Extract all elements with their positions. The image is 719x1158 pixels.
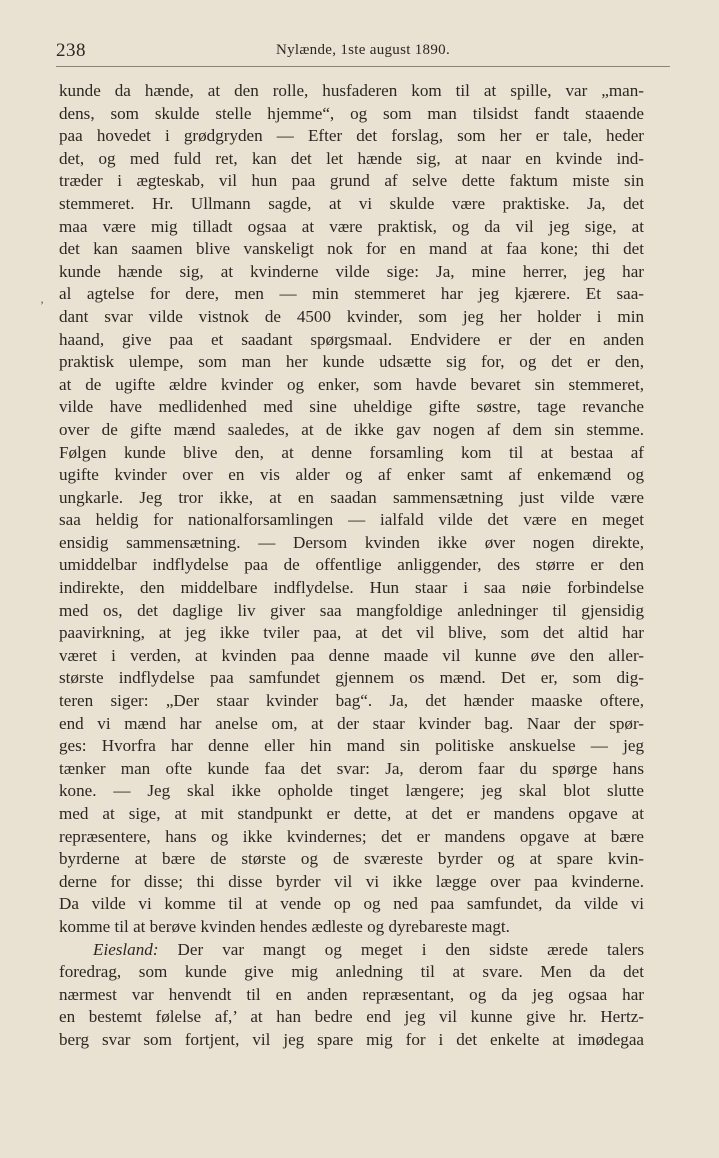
text-line: praktisk ulempe, som man her kunde udsætte sig for, og det er den, (59, 352, 644, 372)
page-number: 238 (56, 40, 86, 61)
text-line: stemmeret. Hr. Ullmann sagde, at vi skulde være praktiske. Ja, det (59, 193, 644, 213)
text-line: kone. — Jeg skal ikke opholde tinget længere; jeg skal blot slutte (59, 781, 644, 801)
text-line: saa heldig for nationalforsamlingen — ialfald vilde det være en meget (59, 510, 644, 530)
text-line: største indflydelse paa samfundet gjennem os mænd. Det er, som dig- (59, 668, 644, 688)
text-line: repræsentere, hans og ikke kvindernes; det er mandens opgave at bære (59, 826, 644, 846)
body-text (59, 80, 644, 1052)
text-line: paa hovedet i grødgryden — Efter det forslag, som her er tale, heder (59, 126, 644, 146)
text-line: indirekte, den middelbare indflydelse. Hun staar i saa nøie forbindelse (59, 578, 644, 598)
text-line: været i verden, at kvinden paa denne maade vil kunne øve den aller- (59, 645, 644, 665)
text-line: tænker man ofte kunde faa det svar: Ja, derom faar du spørge hans (59, 758, 644, 778)
text-line: al agtelse for dere, men — min stemmeret har jeg kjærere. Et saa- (59, 284, 644, 304)
text-line: komme til at berøve kvinden hendes ædleste og dyrebareste magt. (59, 916, 510, 936)
text-line: kunde hænde sig, at kvinderne vilde sige: Ja, mine herrer, jeg har (59, 261, 644, 281)
text-line: teren siger: „Der staar kvinder bag“. Ja, det hænder maaske oftere, (59, 691, 644, 711)
speaker-line-text: Der var mangt og meget i den sidste ærede talers (177, 939, 644, 959)
text-line: en bestemt følelse af,’ at han bedre end jeg vil kunne give hr. Hertz- (59, 1007, 644, 1027)
text-line: umiddelbar indflydelse paa de offentlige anliggender, des større er den (59, 555, 644, 575)
text-line: Da vilde vi komme til at vende op og ned paa samfundet, da vilde vi (59, 894, 644, 914)
running-head: Nylænde, 1ste august 1890. (275, 42, 451, 58)
text-line: derne for disse; thi disse byrder vil vi ikke lægge over paa kvinderne. (59, 871, 644, 891)
text-line: Følgen kunde blive den, at denne forsamling kom til at bestaa af (59, 442, 644, 462)
text-line: over de gifte mænd saaledes, at de ikke gav nogen af dem sin stemme. (59, 419, 644, 439)
text-line: det kan saamen blive vanskeligt nok for en mand at faa kone; thi det (59, 239, 644, 259)
text-line: paavirkning, at jeg ikke tviler paa, at det vil blive, som det altid har (59, 623, 644, 643)
text-line: med at sige, at mit standpunkt er dette, at det er mandens opgave at (59, 804, 644, 823)
text-line: vilde have medlidenhed med sine uheldige gifte søstre, tage revanche (59, 397, 644, 417)
text-line: ensidig sammensætning. — Dersom kvinden ikke øver nogen direkte, (59, 532, 644, 552)
speaker-line (59, 939, 644, 962)
text-line: ugifte kvinder over en vis alder og af enker samt af enkemænd og (59, 465, 644, 485)
text-line: end vi mænd har anelse om, at der staar kvinder bag. Naar der spør- (59, 713, 644, 733)
margin-mark: ’ (40, 298, 44, 312)
text-line: nærmest var henvendt til en anden repræsentant, og da jeg ogsaa har (59, 984, 644, 1004)
text-line: at de ugifte ældre kvinder og enker, som havde bevaret sin stemmeret, (59, 374, 644, 394)
text-line: foredrag, som kunde give mig anledning til at svare. Men da det (59, 962, 644, 982)
header-rule (56, 66, 670, 67)
text-line: berg svar som fortjent, vil jeg spare mig for i det enkelte at imødegaa (59, 1029, 644, 1049)
text-line: dant svar vilde vistnok de 4500 kvinder, som jeg her holder i min (59, 306, 644, 326)
text-line: med os, det daglige liv giver saa mangfoldige anledninger til gjensidig (59, 600, 644, 620)
text-line: det, og med fuld ret, kan det let hænde sig, at naar en kvinde ind- (59, 148, 644, 168)
text-line: dens, som skulde stelle hjemme“, og som man tilsidst fandt staaende (59, 103, 644, 123)
speaker-name: Eiesland: (93, 939, 159, 959)
text-line: træder i ægteskab, vil hun paa grund af selve dette faktum miste sin (59, 171, 644, 191)
page-header (56, 40, 670, 64)
text-line: haand, give paa et saadant spørgsmaal. Endvidere er der en anden (59, 329, 644, 349)
text-line: byrderne at bære de største og de sværeste byrder og at spare kvin- (59, 849, 644, 869)
text-line: kunde da hænde, at den rolle, husfaderen kom til at spille, var „man- (59, 81, 644, 100)
text-line: ungkarle. Jeg tror ikke, at en saadan sammensætning just vilde være (59, 487, 644, 507)
text-line: ges: Hvorfra har denne eller hin mand sin politiske anskuelse — jeg (59, 736, 644, 756)
text-line: maa være mig tilladt ogsaa at være praktisk, og da vil jeg sige, at (59, 216, 644, 236)
